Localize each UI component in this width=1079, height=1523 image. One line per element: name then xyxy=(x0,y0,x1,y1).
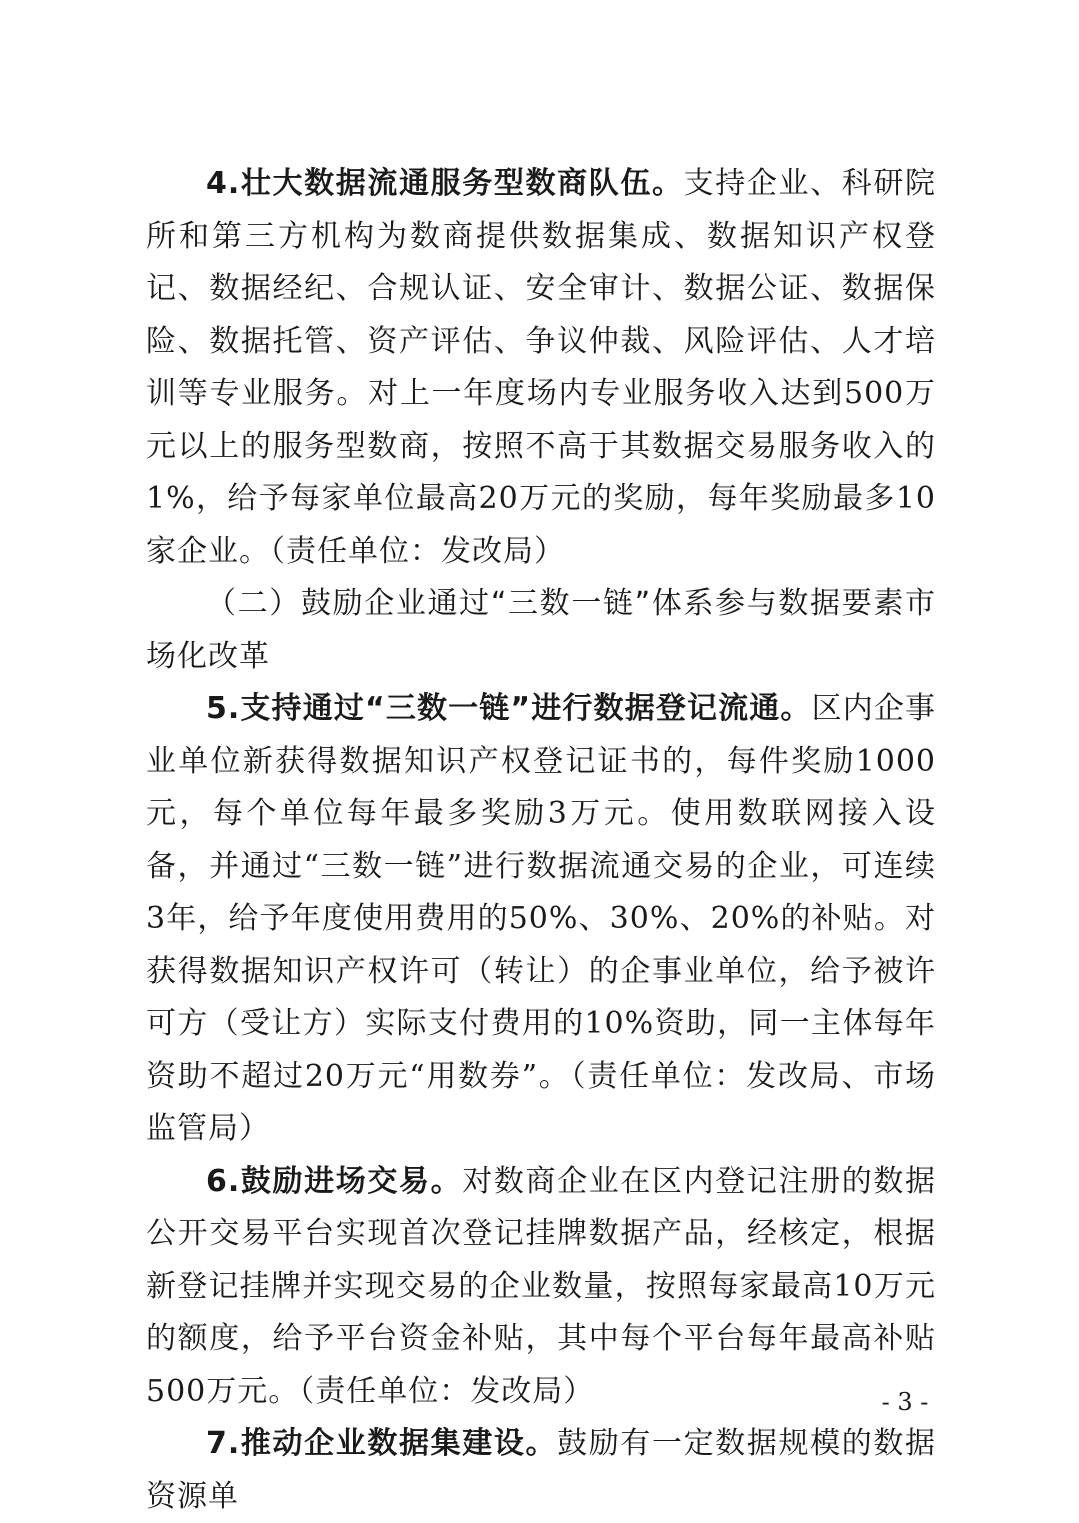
paragraph-lead: 5.支持通过“三数一链”进行数据登记流通。 xyxy=(206,691,812,726)
paragraph-body: 区内企事业单位新获得数据知识产权登记证书的，每件奖励1000元，每个单位每年最多奖励3万元。使用数联网接入设备，并通过“三数一链”进行数据流通交易的企业，可连续3年，给予年度使用费用的50%、30%、20%的补贴。对获得数据知识产权许可（转让）的企事业单位，给予被许可方（受让方）实际支付费用的10%资助，同一主体每年资助不超过20万元“用数券”。（责任单位：发改局、市场监管局） xyxy=(146,691,936,1146)
section-heading: （二）鼓励企业通过“三数一链”体系参与数据要素市场化改革 xyxy=(146,586,936,674)
paragraph-item-7 xyxy=(146,1418,936,1523)
document-body xyxy=(146,158,936,1523)
paragraph-lead: 7.推动企业数据集建设。 xyxy=(206,1426,558,1461)
paragraph-item-5 xyxy=(146,683,936,1156)
paragraph-item-6 xyxy=(146,1156,936,1419)
paragraph-body: 对数商企业在区内登记注册的数据公开交易平台实现首次登记挂牌数据产品，经核定，根据新登记挂牌并实现交易的企业数量，按照每家最高10万元的额度，给予平台资金补贴，其中每个平台每年最高补贴500万元。（责任单位：发改局） xyxy=(146,1163,936,1409)
paragraph-body: 鼓励有一定数据规模的数据资源单 xyxy=(146,1426,936,1514)
paragraph-item-4 xyxy=(146,158,936,578)
paragraph-body: 支持企业、科研院所和第三方机构为数商提供数据集成、数据知识产权登记、数据经纪、合规认证、安全审计、数据公证、数据保险、数据托管、资产评估、争议仲裁、风险评估、人才培训等专业服务。对上一年度场内专业服务收入达到500万元以上的服务型数商，按照不高于其数据交易服务收入的1%，给予每家单位最高20万元的奖励，每年奖励最多10家企业。（责任单位：发改局） xyxy=(146,166,936,569)
page-number: - 3 - xyxy=(881,1388,929,1416)
paragraph-lead: 6.鼓励进场交易。 xyxy=(206,1163,463,1199)
paragraph-lead: 4.壮大数据流通服务型数商队伍。 xyxy=(206,166,684,201)
